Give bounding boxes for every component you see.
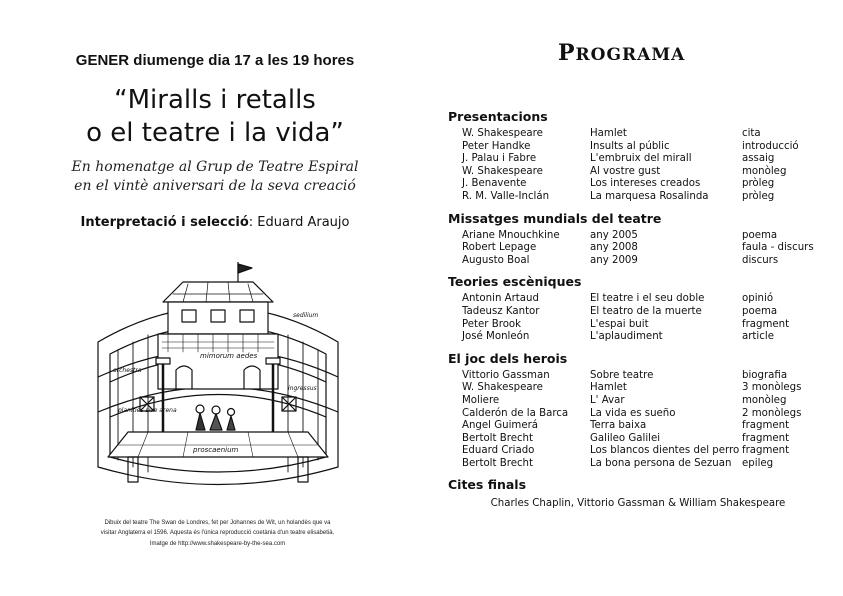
program-row — [448, 166, 838, 179]
program-author: Peter Brook — [462, 318, 522, 330]
performer-name: : Eduard Araujo — [248, 215, 350, 230]
program-type: fragment — [742, 420, 790, 432]
program-row — [448, 230, 838, 243]
program-type: fragment — [742, 432, 790, 444]
show-title — [0, 84, 430, 150]
program-author: R. M. Valle-Inclán — [462, 190, 550, 202]
program-work: La marquesa Rosalinda — [590, 190, 709, 202]
program-author: Robert Lepage — [462, 242, 537, 254]
program-work: Hamlet — [590, 382, 627, 394]
program-work: any 2008 — [590, 242, 638, 254]
section-heading: El joc dels herois — [448, 350, 568, 366]
program-type: pròleg — [742, 190, 775, 202]
cites-heading: Cites finals — [448, 477, 527, 493]
program-author: J. Palau i Fabre — [462, 153, 537, 165]
program-type: poema — [742, 229, 778, 241]
program-type: introducció — [742, 140, 799, 152]
drawing-label-ingressus: ingressus — [288, 385, 317, 392]
caption-line-1: Dibuix del teatre The Swan de Londres, fet per Johannes de Wit, un holandès que va — [104, 520, 331, 526]
program-type: opinió — [742, 293, 774, 305]
program-author: W. Shakespeare — [462, 382, 543, 394]
section-rows — [448, 370, 838, 471]
dedication-line-1: En homenatge al Grup de Teatre Espiral — [71, 159, 359, 175]
program-sections — [448, 109, 838, 509]
program-type: fragment — [742, 318, 790, 330]
program-row — [448, 255, 838, 268]
program-type: monòleg — [742, 165, 787, 177]
program-type: biografia — [742, 369, 788, 381]
title-line-1: “Miralls i retalls — [114, 85, 316, 115]
program-author: W. Shakespeare — [462, 128, 543, 139]
performer-label: Interpretació i selecció — [80, 215, 249, 230]
section-rows — [448, 128, 838, 204]
program-author: Calderón de la Barca — [462, 407, 569, 419]
program-author: J. Benavente — [462, 178, 527, 190]
program-author: Moliere — [462, 394, 500, 406]
right-page — [430, 0, 843, 596]
program-work: El teatre i el seu doble — [590, 293, 705, 305]
program-author: Bertolt Brecht — [462, 432, 534, 444]
cites-text: Charles Chaplin, Vittorio Gassman & William Shakespeare — [490, 498, 786, 510]
program-row — [448, 242, 838, 255]
program-work: L'embruix del mirall — [590, 153, 692, 165]
program-work: El teatro de la muerte — [590, 305, 702, 317]
program-author: Peter Handke — [462, 140, 531, 152]
program-type: cita — [742, 128, 761, 139]
program-type: 2 monòlegs — [742, 407, 802, 419]
program-row — [448, 293, 838, 306]
drawing-label-proscaenium: proscaenium — [193, 446, 239, 454]
caption-line-2: visitar Anglaterra el 1596. Aquesta és l'única reproducció coetània d'un teatre elisabetià. — [100, 530, 335, 536]
image-credit: Imatge de http://www.shakespeare-by-the-sea.com — [149, 541, 286, 547]
program-row — [448, 331, 838, 344]
program-type: monòleg — [742, 394, 787, 406]
program-author: Ariane Mnouchkine — [462, 229, 560, 241]
program-work: Insults al públic — [590, 140, 670, 152]
date-line: GENER diumenge dia 17 a les 19 hores — [75, 52, 355, 69]
program-author: W. Shakespeare — [462, 165, 543, 177]
title-line-2: o el teatre i la vida” — [86, 118, 344, 148]
program-author: Vittorio Gassman — [462, 369, 550, 381]
program-work: any 2009 — [590, 254, 638, 266]
section-heading: Missatges mundials del teatre — [448, 210, 662, 226]
program-work: Sobre teatre — [590, 369, 654, 381]
program-row — [448, 370, 838, 383]
program-row — [448, 382, 838, 395]
program-work: Terra baixa — [590, 420, 647, 432]
program-row — [448, 433, 838, 446]
program-title: PROGRAMA — [558, 40, 686, 66]
program-work: L' Avar — [590, 394, 625, 406]
section-rows — [448, 293, 838, 343]
program-type: poema — [742, 305, 778, 317]
section-rows — [448, 230, 838, 268]
program-author: Eduard Criado — [462, 445, 535, 457]
swan-theatre-drawing — [88, 262, 348, 512]
program-work: La bona persona de Sezuan — [590, 457, 732, 469]
program-work: Galileo Galilei — [590, 432, 661, 444]
program-row — [448, 319, 838, 332]
program-row — [448, 178, 838, 191]
program-row — [448, 306, 838, 319]
drawing-label-orchestra: orchestra — [113, 367, 142, 374]
program-title-rest: ROGRAMA — [575, 45, 686, 65]
program-type: 3 monòlegs — [742, 382, 802, 394]
program-work: Al vostre gust — [590, 165, 661, 177]
program-type: assaig — [742, 153, 775, 165]
program-type: pròleg — [742, 178, 775, 190]
program-row — [448, 458, 838, 471]
program-type: fragment — [742, 445, 790, 457]
program-author: Antonin Artaud — [462, 293, 539, 305]
program-work: Hamlet — [590, 128, 627, 139]
program-author: Tadeusz Kantor — [462, 305, 540, 317]
program-type: article — [742, 331, 774, 343]
program-type: epileg — [742, 457, 774, 469]
program-row — [448, 153, 838, 166]
program-row — [448, 128, 838, 141]
program-author: Angel Guimerá — [462, 420, 539, 432]
drawing-label-sedilium: sedilium — [293, 312, 319, 319]
drawing-label-mimorum: mimorum aedes — [200, 352, 258, 360]
program-work: La vida es sueño — [590, 407, 676, 419]
section-heading: Teories escèniques — [448, 274, 582, 290]
drawing-caption — [80, 518, 355, 538]
program-row — [448, 408, 838, 421]
program-author: Augusto Boal — [462, 254, 530, 266]
dedication-line-2: en el vintè aniversari de la seva creació — [74, 178, 356, 194]
program-row — [448, 191, 838, 204]
dedication — [0, 158, 430, 196]
program-work: L'aplaudiment — [590, 331, 663, 343]
program-work: L'espai buit — [590, 318, 649, 330]
program-work: Los intereses creados — [590, 178, 701, 190]
section-heading: Presentacions — [448, 109, 548, 124]
program-row — [448, 445, 838, 458]
program-work: Los blancos dientes del perro — [590, 445, 740, 457]
program-row — [448, 420, 838, 433]
program-type: faula - discurs — [742, 242, 814, 254]
program-work: any 2005 — [590, 229, 638, 241]
program-row — [448, 395, 838, 408]
drawing-label-planities: planities sive arena — [118, 407, 177, 414]
program-type: discurs — [742, 254, 779, 266]
program-row — [448, 141, 838, 154]
program-author: Bertolt Brecht — [462, 457, 534, 469]
program-author: José Monleón — [462, 331, 530, 343]
performer-credit — [0, 215, 430, 230]
